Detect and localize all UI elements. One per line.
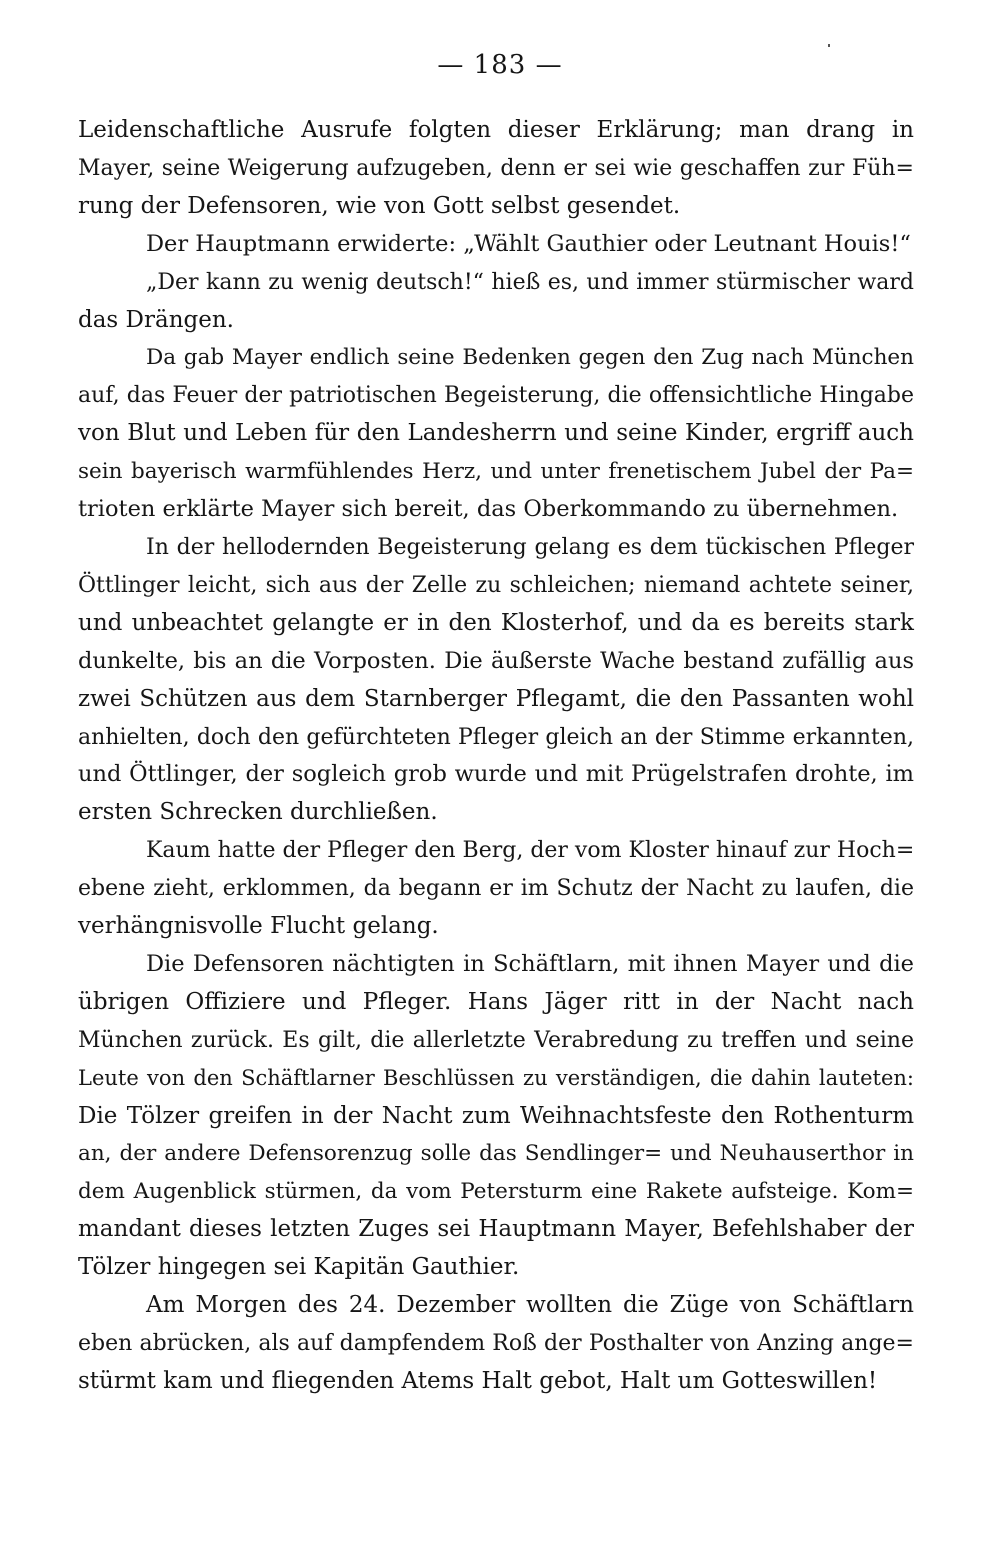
body-text [78,112,914,1401]
text-line: Leute von den Schäftlarner Beschlüssen zu verständigen, die dahin lauteten: [78,1065,914,1090]
text-line: ersten Schrecken durchließen. [78,799,438,826]
text-line: dunkelte, bis an die Vorposten. Die äußerste Wache bestand zufällig aus [78,647,914,674]
text-line: Kaum hatte der Pfleger den Berg, der vom Kloster hinauf zur Hoch= [146,838,915,864]
text-line: Der Hauptmann erwiderte: „Wählt Gauthier oder Leutnant Houis!“ [146,230,911,257]
paragraph [78,1287,914,1401]
text-line: auf, das Feuer der patriotischen Begeisterung, die offensichtliche Hingabe [78,383,914,409]
text-line: trioten erklärte Mayer sich bereit, das Oberkommando zu übernehmen. [78,496,899,523]
text-line: Da gab Mayer endlich seine Bedenken gegen den Zug nach München [146,345,914,371]
page-number: — 183 — [437,50,563,80]
text-line: eben abrücken, als auf dampfendem Roß der Posthalter von Anzing ange= [78,1331,914,1356]
text-line: Leidenschaftliche Ausrufe folgten dieser Erklärung; man drang in [78,117,914,143]
text-line: verhängnisvolle Flucht gelang. [78,913,439,940]
text-line: Öttlinger leicht, sich aus der Zelle zu schleichen; niemand achtete seiner, [78,572,914,598]
paragraph [78,112,914,226]
text-line: anhielten, doch den gefürchteten Pfleger gleich an der Stimme erkannten, [78,724,914,750]
text-line: sein bayerisch warmfühlendes Herz, und unter frenetischem Jubel der Pa= [78,459,914,485]
text-line: ebene zieht, erklommen, da begann er im Schutz der Nacht zu laufen, die [78,876,914,902]
text-line: und Öttlinger, der sogleich grob wurde und mit Prügelstrafen drohte, im [78,761,914,788]
text-line: Am Morgen des 24. Dezember wollten die Züge von Schäftlarn [146,1292,914,1319]
paragraph [78,339,914,529]
text-line: dem Augenblick stürmen, da vom Petersturm eine Rakete aufsteige. Kom= [78,1179,914,1205]
paragraph [78,226,914,264]
paragraph [78,264,914,340]
text-line: Mayer, seine Weigerung aufzugeben, denn er sei wie geschaffen zur Füh= [78,155,914,181]
text-line: München zurück. Es gilt, die allerletzte Verabredung zu treffen und seine [78,1027,914,1053]
text-line: In der hellodernden Begeisterung gelang es dem tückischen Pfleger [146,534,914,560]
text-line: Die Tölzer greifen in der Nacht zum Weihnachtsfeste den Rothenturm [78,1102,914,1129]
text-line: rung der Defensoren, wie von Gott selbst gesendet. [78,192,681,219]
text-line: mandant dieses letzten Zuges sei Hauptmann Mayer, Befehlshaber der [78,1216,914,1243]
text-line: Die Defensoren nächtigten in Schäftlarn, mit ihnen Mayer und die [146,950,914,977]
text-line: „Der kann zu wenig deutsch!“ hieß es, und immer stürmischer ward [146,269,914,295]
text-line: von Blut und Leben für den Landesherrn und seine Kinder, ergriff auch [78,420,914,447]
text-line: zwei Schützen aus dem Starnberger Pflegamt, die den Passanten wohl [78,685,914,712]
text-line: stürmt kam und fliegenden Atems Halt gebot, Halt um Gotteswillen! [78,1367,878,1394]
text-line: und unbeachtet gelangte er in den Klosterhof, und da es bereits stark [78,609,914,636]
text-line: das Drängen. [78,306,234,333]
text-line: an, der andere Defensorenzug solle das Sendlinger= und Neuhauserthor in [78,1141,914,1167]
paragraph [78,832,914,946]
text-line: Tölzer hingegen sei Kapitän Gauthier. [78,1254,520,1281]
paragraph [78,946,914,1287]
text-line: übrigen Offiziere und Pfleger. Hans Jäger ritt in der Nacht nach [78,988,914,1015]
scan-speck [828,44,830,47]
paragraph [78,529,914,832]
